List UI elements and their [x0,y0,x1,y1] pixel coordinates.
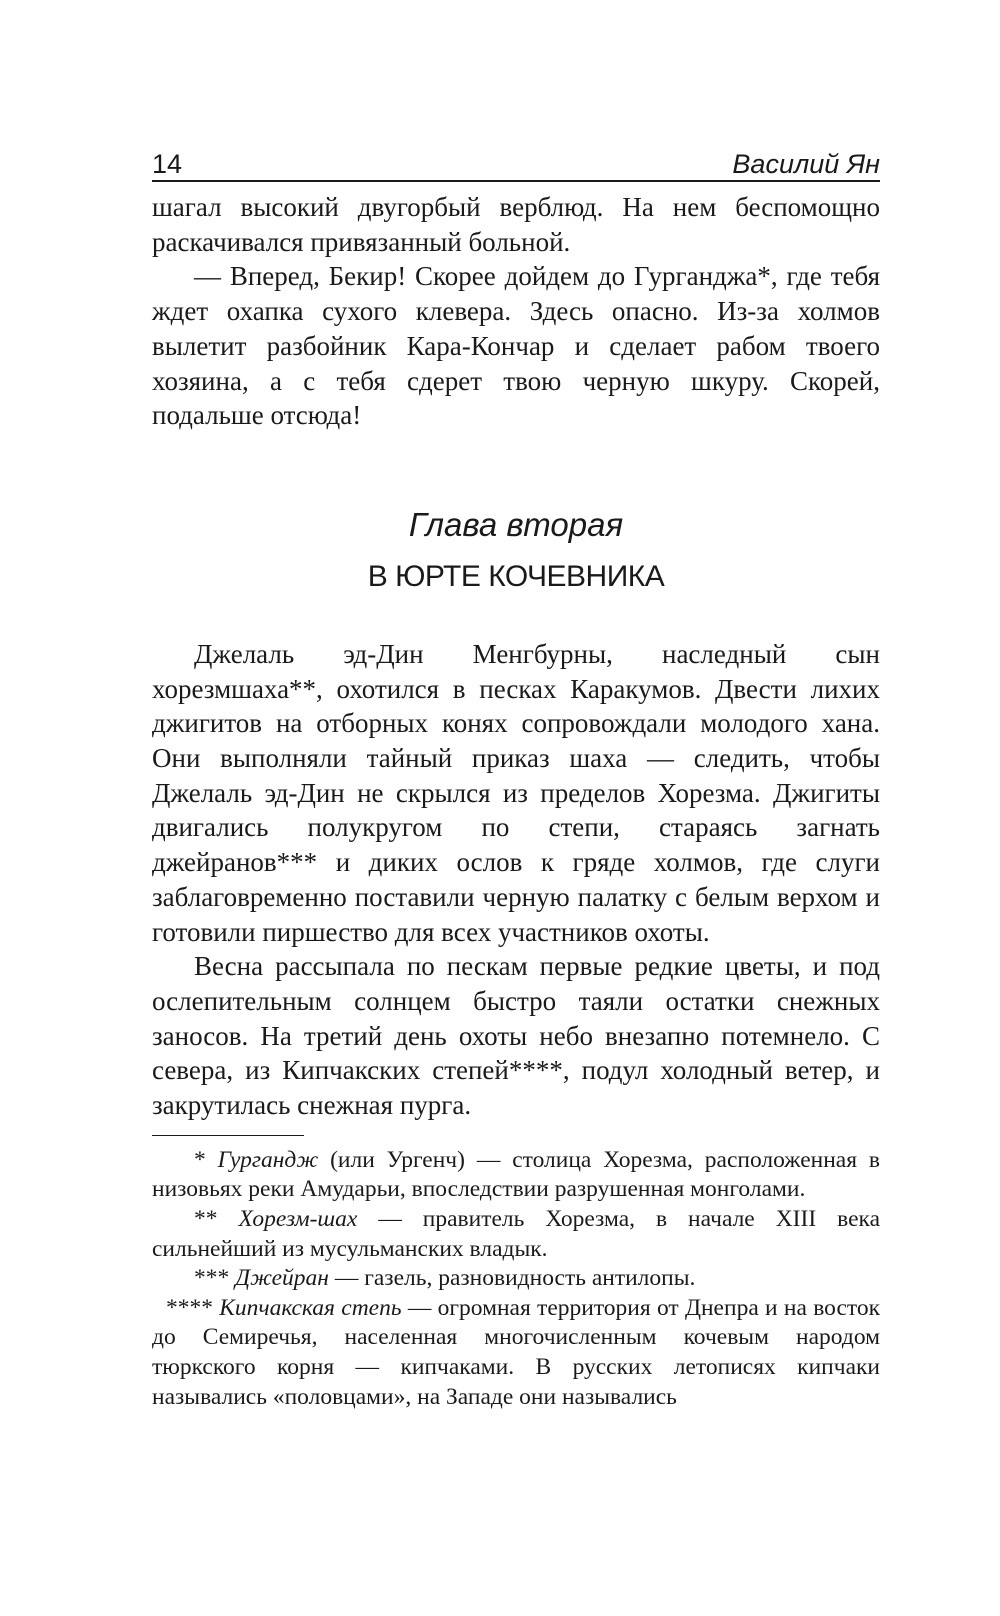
paragraph: Джелаль эд-Дин Менгбурны, наследный сын хорезмшаха**, охотился в песках Каракумов. Двести лихих джигитов на отборных конях сопровождали молодого хана. Они выполняли тайный приказ шаха — следить, чтобы Джелаль эд-Дин не скрылся из пределов Хорезма. Джигиты двигались полукругом по степи, стараясь загнать джейранов*** и диких ослов к гряде холмов, где слуги заблаговременно поставили черную палатку с белым верхом и готовили пиршество для всех участников охоты. [152,638,880,947]
chapter-heading [152,505,880,597]
chapter-number: Глава вторая [408,505,624,543]
footnote-text: (или Ургенч) — столица Хорезма, расположенная в низовьях реки Амударьи, впоследствии разрушенная монголами. [152,1146,880,1203]
author-name: Василий Ян [732,149,880,179]
footnote-term: Джейран [235,1265,329,1292]
footnote-divider [152,1135,304,1136]
footnote-term: Кипчакская степь [219,1294,402,1321]
footnote-text: — газель, разновидность антилопы. [334,1265,696,1292]
footnote-text: — правитель Хорезма, в начале XIII века сильнейший из мусульманских владык. [152,1205,881,1262]
footnote [152,1294,880,1412]
footnote-term: Гургандж [217,1146,319,1173]
paragraph: Весна рассыпала по пескам первые редкие цветы, и под ослепительным солнцем быстро таяли остатки снежных заносов. На третий день охоты небо внезапно потемнело. С севера, из Кипчакских степей****, подул холодный ветер, и закрутилась снежная пурга. [152,951,880,1121]
chapter-title: В ЮРТЕ КОЧЕВНИКА [367,559,665,593]
footnote [152,1205,880,1264]
footnote-marker: ** [194,1205,218,1232]
paragraph: — Вперед, Бекир! Скорее дойдем до Гурганджа*, где тебя ждет охапка сухого клевера. Здесь опасно. Из-за холмов вылетит разбойник Кара-Кончар и сделает рабом твоего хозяина, а с тебя сдерет твою черную шкуру. Скорей, подальше отсюда! [152,261,880,431]
book-page [152,142,880,1412]
footnotes [152,1146,880,1412]
footnote [152,1264,880,1294]
footnote-term: Хорезм-шах [238,1205,358,1232]
footnote-text: — огромная территория от Днепра и на восток до Семиречья, населенная многочисленным кочевым народом тюркского корня — кипчаками. В русских летописях кипчаки назывались «половцами», на Западе они назывались [152,1294,881,1410]
footnote-marker: *** [194,1265,230,1292]
continuation-text [152,190,880,433]
footnote [152,1146,880,1205]
footnote-marker: **** [166,1294,213,1321]
footnote-marker: * [194,1146,206,1173]
chapter-text [152,637,880,1123]
running-head [152,142,880,182]
paragraph: шагал высокий двугорбый верблюд. На нем беспомощно раскачивался привязанный больной. [152,192,880,257]
page-number: 14 [152,149,183,179]
